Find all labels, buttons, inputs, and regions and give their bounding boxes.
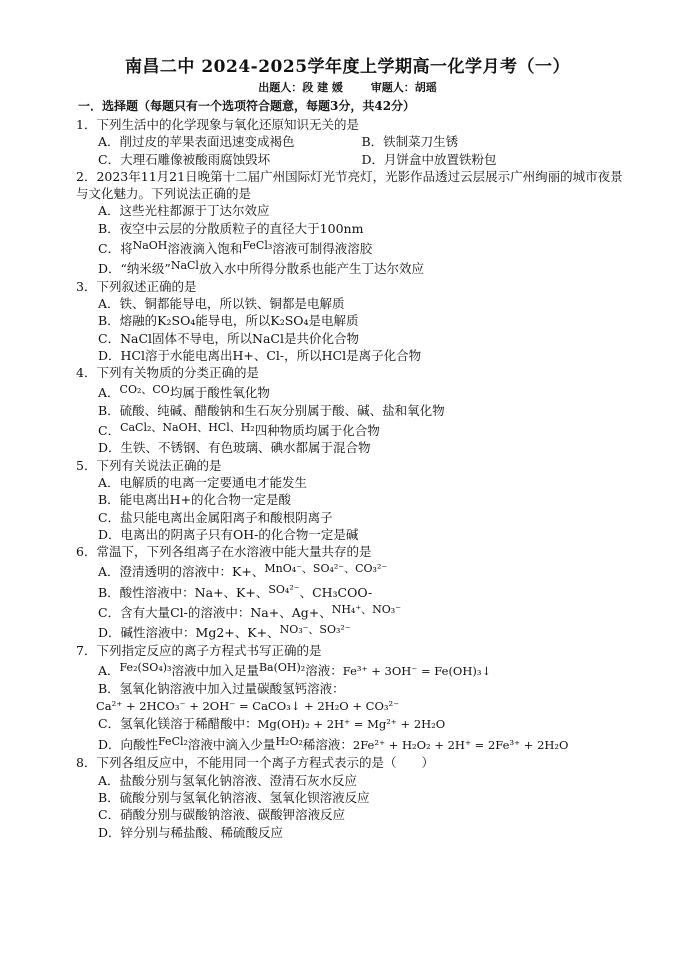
option-d: D．锌分别与稀盐酸、稀硫酸反应 bbox=[98, 824, 284, 840]
question-3 bbox=[70, 278, 625, 364]
option-text: 四种物质均属于化合物 bbox=[254, 423, 380, 439]
author-line bbox=[70, 79, 625, 95]
option-text: A． bbox=[98, 385, 120, 401]
option-text: 放入水中所得分散系也能产生丁达尔效应 bbox=[198, 261, 424, 277]
formula: FeCl₂ bbox=[158, 735, 188, 749]
option-text: 均属于酸性氧化物 bbox=[169, 385, 270, 401]
question-stem: 1．下列生活中的化学现象与氧化还原知识无关的是 bbox=[76, 117, 359, 132]
option-text: C．将 bbox=[98, 241, 133, 257]
option-text: D．碱性溶液中：Mg2+、K+、 bbox=[98, 625, 280, 641]
formula: Ba(OH)₂ bbox=[258, 660, 306, 674]
formula: MnO₄⁻、SO₄²⁻、CO₃²⁻ bbox=[264, 562, 388, 576]
option-d: D．HCl溶于水能电离出H+、Cl-，所以HCl是离子化合物 bbox=[98, 347, 422, 363]
option-d bbox=[98, 257, 625, 277]
section-heading: 一．选择题（每题只有一个选项符合题意，每题3分，共42分） bbox=[78, 99, 416, 113]
option-row bbox=[98, 133, 625, 150]
option-c: C．盐只能电离出金属阳离子和酸根阴离子 bbox=[98, 509, 333, 525]
option-a bbox=[98, 381, 625, 401]
ionic-equation: Ca²⁺ + 2HCO₃⁻ + 2OH⁻ = CaCO₃↓ + 2H₂O + CO₃²⁻ bbox=[96, 698, 400, 713]
option-d bbox=[98, 733, 625, 754]
option-d bbox=[98, 621, 625, 641]
option-text: 溶液滴入饱和 bbox=[167, 241, 243, 257]
option-text: 溶液可制得液溶胶 bbox=[272, 241, 373, 257]
question-4 bbox=[70, 364, 625, 456]
formula: NO₃⁻、SO₃²⁻ bbox=[279, 623, 351, 637]
option-text: B．酸性溶液中：Na+、K+、 bbox=[98, 584, 269, 600]
formula: CaCl₂、NaOH、HCl、H₂ bbox=[120, 421, 255, 435]
option-c bbox=[98, 715, 625, 733]
option-b: B．能电离出H+的化合物一定是酸 bbox=[98, 492, 292, 508]
question-stem: 4．下列有关物质的分类正确的是 bbox=[76, 365, 259, 381]
option-b bbox=[98, 581, 625, 601]
option-text: D．向酸性 bbox=[98, 737, 159, 753]
author: 出题人：段 建 媛 bbox=[258, 81, 343, 94]
option-text: A．澄清透明的溶液中：K+、 bbox=[98, 564, 265, 580]
option-text: 、CH₃COO- bbox=[299, 584, 373, 600]
question-stem: 3．下列叙述正确的是 bbox=[76, 278, 197, 294]
option-a: A．这些光柱都源于丁达尔效应 bbox=[98, 203, 270, 219]
option-c bbox=[98, 419, 625, 439]
formula: NH₄⁺、NO₃⁻ bbox=[331, 603, 402, 617]
option-c: C．硝酸分别与碳酸钠溶液、碳酸钾溶液反应 bbox=[98, 807, 346, 823]
option-text: 溶液中滴入少量 bbox=[187, 737, 276, 753]
ionic-equation: 2Fe²⁺ + H₂O₂ + 2H⁺ = 2Fe³⁺ + 2H₂O bbox=[352, 738, 569, 753]
question-8 bbox=[70, 754, 625, 840]
question-stem: 7．下列指定反应的离子方程式书写正确的是 bbox=[76, 642, 322, 658]
option-a bbox=[98, 659, 625, 680]
question-stem: 8．下列各组反应中，不能用同一个离子方程式表示的是（ ） bbox=[76, 755, 434, 771]
option-b: B．氢氧化钠溶液中加入过量碳酸氢钙溶液： bbox=[98, 681, 345, 697]
option-b: B．夜空中云层的分散质粒子的直径大于100nm bbox=[98, 220, 364, 236]
option-a: A．削过皮的苹果表面迅速变成褐色 bbox=[98, 134, 295, 150]
question-stem: 6．常温下，下列各组离子在水溶液中能大量共存的是 bbox=[76, 544, 372, 560]
question-5 bbox=[70, 457, 625, 543]
question-1 bbox=[70, 116, 625, 168]
option-d: D．生铁、不锈钢、有色玻璃、碘水都属于混合物 bbox=[98, 440, 371, 456]
option-c bbox=[98, 237, 625, 257]
option-b: B．硫酸分别与氢氧化钠溶液、氢氧化钡溶液反应 bbox=[98, 789, 370, 805]
option-c bbox=[98, 601, 625, 621]
formula: FeCl₃ bbox=[242, 239, 273, 253]
formula: NaCl bbox=[170, 259, 199, 273]
option-row bbox=[98, 151, 625, 168]
option-text: C． bbox=[98, 423, 121, 439]
option-b: B．熔融的K₂SO₄能导电，所以K₂SO₄是电解质 bbox=[98, 313, 359, 329]
formula: Fe₂(SO₄)₃ bbox=[119, 660, 172, 674]
question-7 bbox=[70, 642, 625, 755]
option-text: 稀溶液： bbox=[302, 737, 353, 753]
option-a bbox=[98, 560, 625, 580]
option-a: A．铁、铜都能导电，所以铁、铜都是电解质 bbox=[98, 295, 345, 311]
option-text: 溶液： bbox=[305, 662, 343, 678]
formula: SO₄²⁻ bbox=[268, 582, 300, 596]
option-d: D．月饼盒中放置铁粉包 bbox=[361, 151, 497, 167]
option-c: C．NaCl固体不导电，所以NaCl是共价化合物 bbox=[98, 330, 359, 346]
formula: H₂O₂ bbox=[275, 735, 303, 749]
option-a: A．电解质的电离一定要通电才能发生 bbox=[98, 474, 308, 490]
option-text: C．含有大量Cl-的溶液中：Na+、Ag+、 bbox=[98, 605, 332, 621]
question-2 bbox=[70, 168, 625, 278]
page-title: 南昌二中 2024-2025学年度上学期高一化学月考（一） bbox=[124, 57, 571, 77]
option-c: C．大理石雕像被酸雨腐蚀毁坏 bbox=[98, 151, 271, 167]
option-b: B．铁制菜刀生锈 bbox=[361, 134, 459, 150]
ionic-equation: Mg(OH)₂ + 2H⁺ = Mg²⁺ + 2H₂O bbox=[257, 716, 446, 731]
option-d: D．电离出的阴离子只有OH-的化合物一定是碱 bbox=[98, 526, 359, 542]
ionic-equation: Fe³⁺ + 3OH⁻ = Fe(OH)₃↓ bbox=[342, 663, 492, 678]
formula: CO₂、CO bbox=[119, 383, 170, 397]
reviewer: 审题人：胡瑶 bbox=[370, 81, 437, 94]
question-stem: 2．2023年11月21日晚第十二届广州国际灯光节亮灯，光影作品透过云层展示广州绚丽的城市夜景与文化魅力。下列说法正确的是 bbox=[76, 168, 623, 202]
option-a: A．盐酸分别与氢氧化钠溶液、澄清石灰水反应 bbox=[98, 772, 358, 788]
option-text: C．氢氧化镁溶于稀醋酸中： bbox=[98, 715, 258, 731]
option-text: 溶液中加入足量 bbox=[171, 662, 259, 678]
formula: NaOH bbox=[132, 239, 168, 253]
option-b: B．硫酸、纯碱、醋酸钠和生石灰分别属于酸、碱、盐和氧化物 bbox=[98, 402, 445, 418]
question-stem: 5．下列有关说法正确的是 bbox=[76, 457, 222, 473]
option-text: D．“纳米级” bbox=[98, 261, 171, 277]
question-6 bbox=[70, 543, 625, 641]
option-text: A． bbox=[98, 662, 120, 678]
